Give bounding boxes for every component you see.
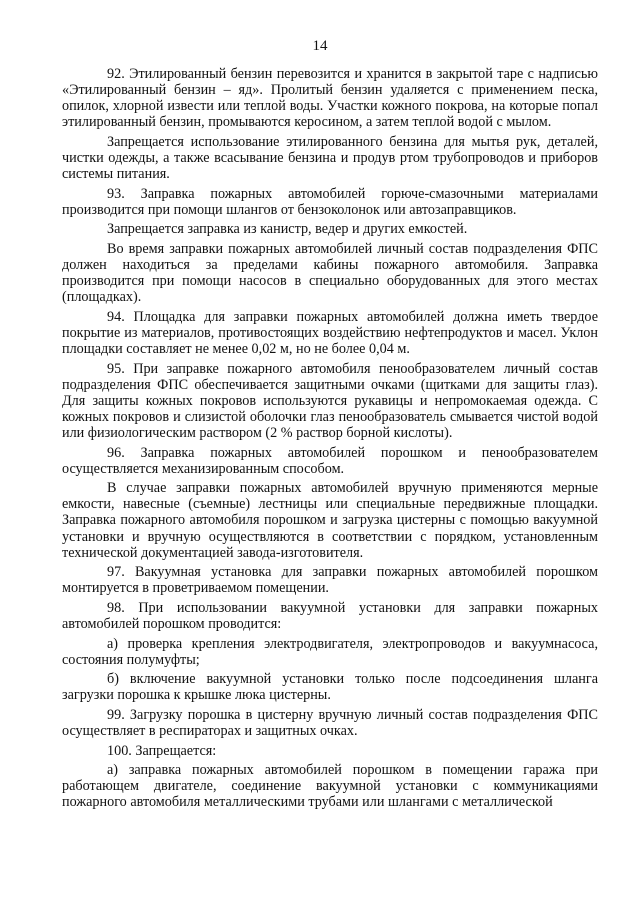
paragraph-93-crew: Во время заправки пожарных автомобилей личный состав подразделения ФПС должен находиться за пределами кабины пожарного автомобиля. Заправка производится при помощи насосов в специально оборудованных для этого местах (площадках).: [62, 240, 598, 306]
paragraph-100-a: а) заправка пожарных автомобилей порошком в помещении гаража при работающем двигателе, соединение вакуумной установки с коммуникациями пожарного автомобиля металлическими трубами или шлангами с металлической: [62, 762, 598, 811]
paragraph-98-a: а) проверка крепления электродвигателя, электропроводов и вакуумнасоса, состояния полумуфты;: [62, 635, 598, 668]
document-body: [62, 66, 598, 814]
paragraph-92: 92. Этилированный бензин перевозится и хранится в закрытой таре с надписью «Этилированный бензин – яд». Пролитый бензин удаляется с применением песка, опилок, хлорной извести или теплой воды. Участки кожного покрова, на которые попал этилированный бензин, промываются керосином, а затем теплой водой с мылом.: [62, 66, 598, 131]
paragraph-94: 94. Площадка для заправки пожарных автомобилей должна иметь твердое покрытие из материалов, противостоящих воздействию нефтепродуктов и масел. Уклон площадки составляет не менее 0,02 м, но не более 0,04 м.: [62, 308, 598, 357]
paragraph-93-prohibition: Запрещается заправка из канистр, ведер и других емкостей.: [107, 221, 468, 238]
page-number: 14: [312, 38, 328, 54]
paragraph-93: 93. Заправка пожарных автомобилей горюче-смазочными материалами производится при помощи шлангов от бензоколонок или автозаправщиков.: [62, 185, 598, 218]
paragraph-96-manual: В случае заправки пожарных автомобилей вручную применяются мерные емкости, навесные (съемные) лестницы или специальные передвижные площадки. Заправка пожарного автомобиля порошком и загрузка цистерны с помощью вакуумной установки и вручную осуществляются в соответствии с порядком, установленным технической документацией завода-изготовителя.: [62, 480, 598, 561]
paragraph-99: 99. Загрузку порошка в цистерну вручную личный состав подразделения ФПС осуществляет в респираторах и защитных очках.: [62, 706, 598, 740]
paragraph-92-prohibition: Запрещается использование этилированного бензина для мытья рук, деталей, чистки одежды, а также всасывание бензина и продув ртом трубопроводов и приборов системы питания.: [62, 133, 598, 183]
paragraph-97: 97. Вакуумная установка для заправки пожарных автомобилей порошком монтируется в проветриваемом помещении.: [62, 564, 598, 597]
paragraph-96: 96. Заправка пожарных автомобилей порошком и пенообразователем осуществляется механизированным способом.: [62, 444, 598, 477]
paragraph-100: 100. Запрещается:: [107, 742, 217, 759]
paragraph-95: 95. При заправке пожарного автомобиля пенообразователем личный состав подразделения ФПС обеспечивается защитными очками (щитками для защиты глаз). Для защиты кожных покровов используются рукавицы и непромокаемая одежда. С кожных покровов и слизистой оболочки глаз пенообразователь смывается чистой водой или физиологическим раствором (2 % раствор борной кислоты).: [62, 360, 598, 441]
paragraph-98-b: б) включение вакуумной установки только после подсоединения шланга загрузки порошка к крышке люка цистерны.: [62, 671, 598, 704]
paragraph-98: 98. При использовании вакуумной установки для заправки пожарных автомобилей порошком проводится:: [62, 599, 598, 632]
